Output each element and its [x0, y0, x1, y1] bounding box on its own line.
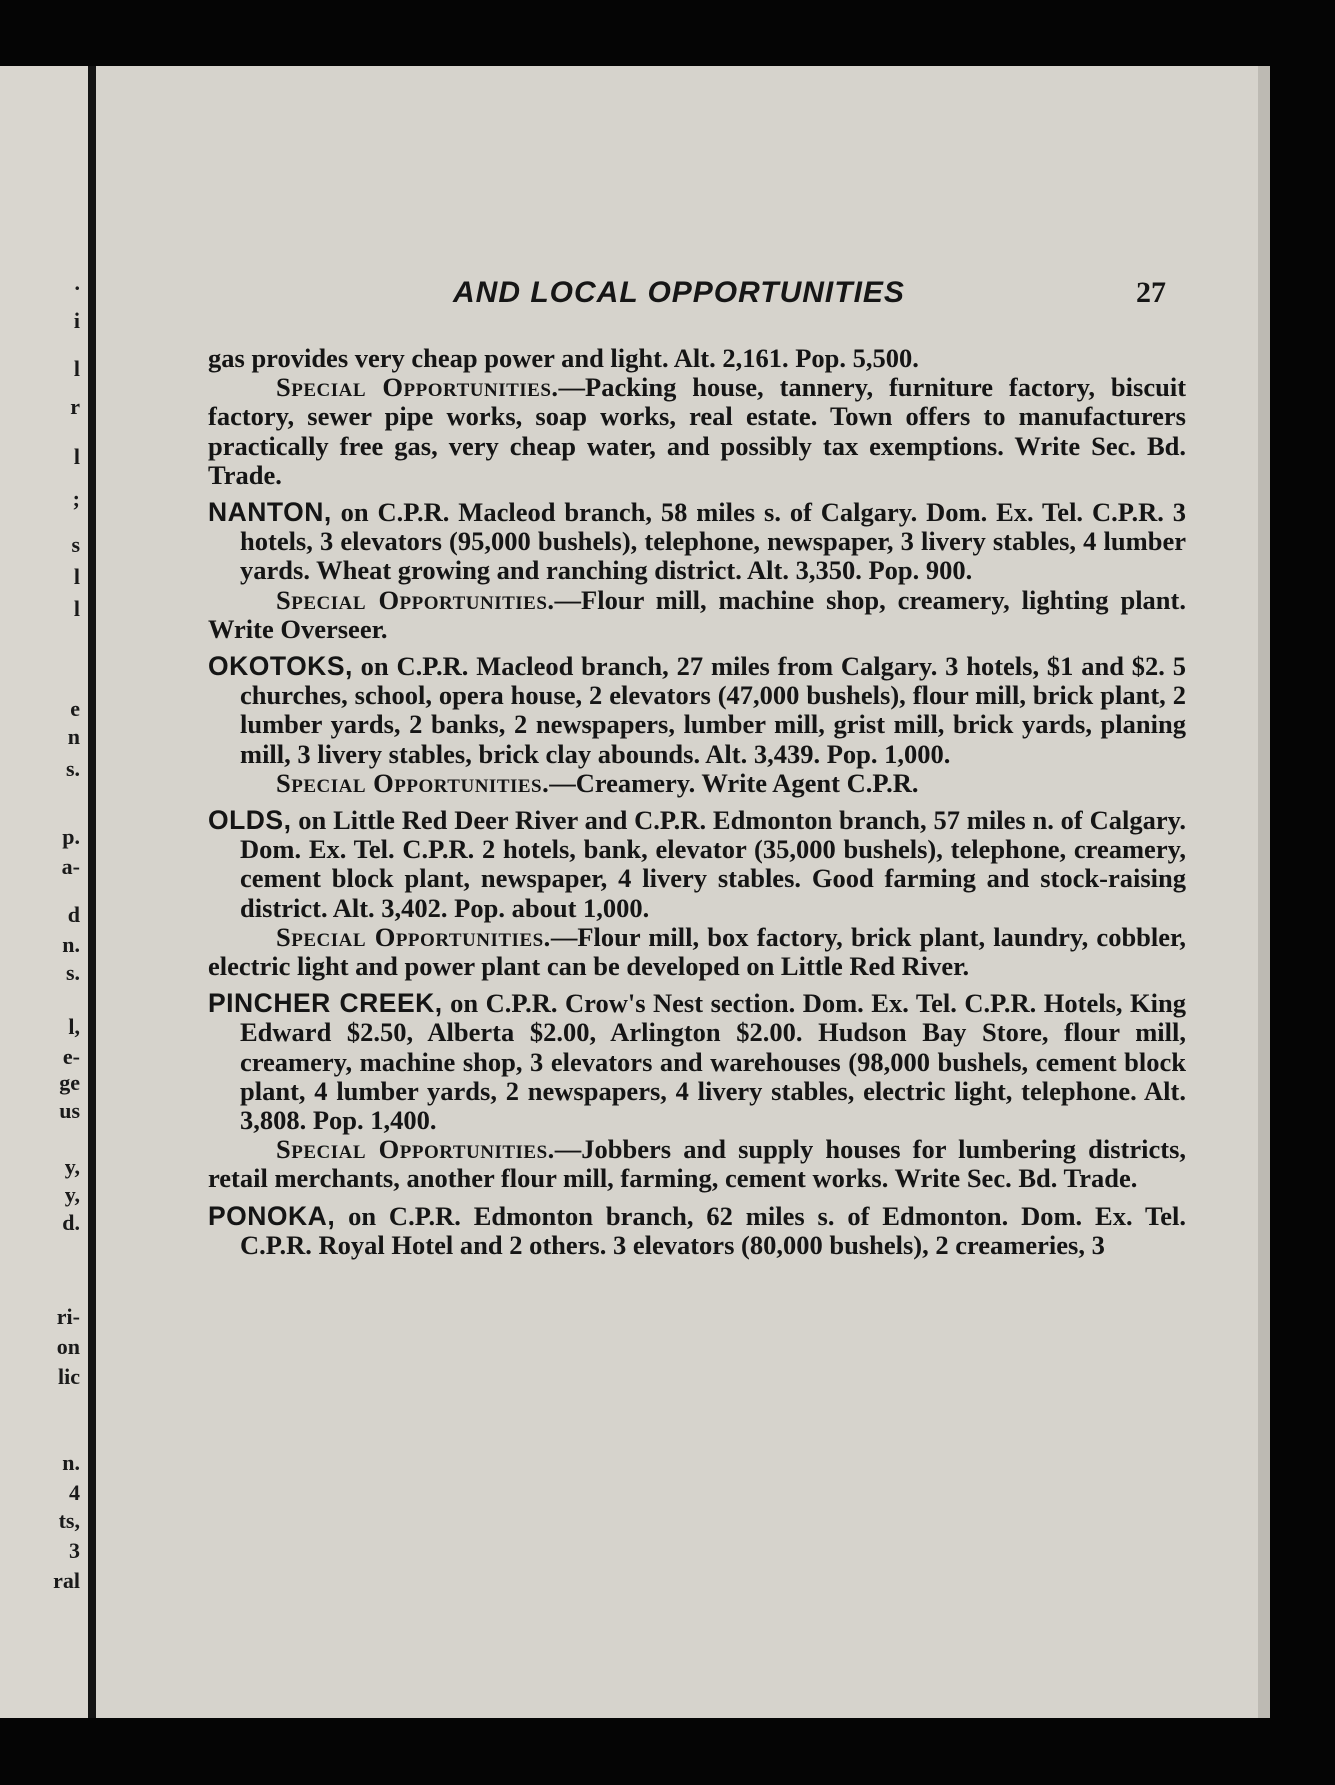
facing-page-fragment: l [73, 356, 80, 381]
special-opportunities-text: —Packing house, tannery, furniture factory, biscuit factory, sewer pipe works, soap works, real estate. Town offers to manufacturers practically free gas, very cheap water, and possibly tax exemptions. Write Sec. Bd. Trade. [208, 372, 1187, 490]
facing-page-fragment: on [56, 1334, 80, 1359]
special-opportunities-label: Special Opportunities. [276, 1134, 555, 1165]
facing-page-fragment: e- [62, 1044, 80, 1069]
special-opportunities-label: Special Opportunities. [276, 767, 550, 798]
facing-page-fragment: ts, [58, 1508, 80, 1533]
book-gutter [88, 66, 96, 1718]
town-name: OLDS, [208, 805, 292, 836]
facing-page-fragment: ri- [56, 1304, 80, 1329]
special-opportunities-paragraph [96, 923, 1186, 981]
town-description: on Little Red Deer River and C.P.R. Edmonton branch, 57 miles n. of Calgary. Dom. Ex. Tel. C.P.R. 2 hotels, bank, elevator (35,000 bushels), telephone, creamery, cement block plant, newspaper, 4 livery stables. Good farming and stock-raising district. Alt. 3,402. Pop. about 1,000. [240, 805, 1186, 923]
special-opportunities-paragraph [96, 1135, 1186, 1193]
facing-page-edge [0, 66, 88, 1718]
facing-page-fragment: p. [62, 824, 80, 849]
special-opportunities-label: Special Opportunities. [276, 921, 551, 952]
facing-page-fragment: i [73, 308, 80, 333]
special-opportunities-text: —Creamery. Write Agent C.P.R. [549, 767, 919, 798]
facing-page-fragment: s [71, 532, 80, 557]
town-description: on C.P.R. Crow's Nest section. Dom. Ex. Tel. C.P.R. Hotels, King Edward $2.50, Alberta $2.00, Arlington $2.00. Hudson Bay Store, flour mill, creamery, machine shop, 3 elevators and warehouses (98,000 bushels, cement block plant, 4 lumber yards, 2 newspapers, 4 livery stables, electric light, telephone. Alt. 3,808. Pop. 1,400. [240, 988, 1186, 1136]
town-entry-ponoka [96, 1202, 1186, 1260]
facing-page-fragment: n. [62, 1450, 80, 1475]
town-entry-nanton [96, 498, 1186, 586]
facing-page-fragment: e [70, 696, 80, 721]
facing-page-fragment: r [70, 394, 80, 419]
special-opportunities-label: Special Opportunities. [276, 584, 555, 615]
special-opportunities-label: Special Opportunities. [276, 372, 559, 403]
continued-paragraph: gas provides very cheap power and light. Alt. 2,161. Pop. 5,500. [208, 343, 919, 373]
book-page [96, 66, 1258, 1718]
facing-page-fragment: ge [59, 1070, 80, 1095]
town-name: OKOTOKS, [208, 651, 353, 682]
town-name: PONOKA, [208, 1200, 336, 1231]
special-opportunities-paragraph [96, 373, 1186, 490]
special-opportunities-paragraph [96, 586, 1186, 644]
page-body [96, 344, 1258, 1260]
facing-page-fragment: us [59, 1098, 80, 1123]
town-entry-olds [96, 806, 1186, 923]
special-opportunities-text: —Flour mill, machine shop, creamery, lighting plant. Write Overseer. [208, 584, 1186, 644]
facing-page-fragment: l [73, 444, 80, 469]
facing-page-fragment: n [67, 724, 80, 749]
facing-page-fragment: lic [58, 1364, 80, 1389]
town-name: NANTON, [208, 497, 332, 528]
facing-page-fragment: d [67, 902, 80, 927]
facing-page-fragment: . [74, 270, 80, 295]
facing-page-fragment: ; [72, 486, 80, 511]
facing-page-fragment: l [73, 564, 80, 589]
town-description: on C.P.R. Macleod branch, 27 miles from Calgary. 3 hotels, $1 and $2. 5 churches, school, opera house, 2 elevators (47,000 bushels), flour mill, brick plant, 2 lumber yards, 2 banks, 2 newspapers, lumber mill, grist mill, brick yards, planing mill, 3 livery stables, brick clay abounds. Alt. 3,439. Pop. 1,000. [240, 651, 1186, 769]
facing-page-fragment: d. [62, 1210, 80, 1235]
facing-page-fragment: l, [68, 1014, 80, 1039]
town-description: on C.P.R. Macleod branch, 58 miles s. of Calgary. Dom. Ex. Tel. C.P.R. 3 hotels, 3 elevators (95,000 bushels), telephone, newspaper, 3 livery stables, 4 lumber yards. Wheat growing and ranching district. Alt. 3,350. Pop. 900. [240, 497, 1186, 586]
special-opportunities-paragraph [96, 769, 1186, 798]
facing-page-fragment: l [73, 596, 80, 621]
facing-page-fragment: n. [62, 932, 80, 957]
facing-page-fragment: y, [64, 1154, 80, 1179]
page-edge [1258, 66, 1270, 1718]
town-entry-okotoks [96, 652, 1186, 769]
special-opportunities-text: —Jobbers and supply houses for lumbering districts, retail merchants, another flour mill, farming, cement works. Write Sec. Bd. Trade. [208, 1134, 1187, 1194]
facing-page-fragment: 3 [69, 1538, 80, 1563]
facing-page-fragment: a- [61, 854, 80, 879]
facing-page-fragment: s. [65, 960, 80, 985]
facing-page-fragment: 4 [69, 1480, 80, 1505]
town-name: PINCHER CREEK, [208, 988, 443, 1019]
facing-page-fragment: y, [64, 1182, 80, 1207]
facing-page-fragment: s. [65, 756, 80, 781]
special-opportunities-text: —Flour mill, box factory, brick plant, laundry, cobbler, electric light and power plant can be developed on Little Red River. [208, 921, 1186, 982]
page-number: 27 [1136, 276, 1166, 309]
town-description: on C.P.R. Edmonton branch, 62 miles s. of Edmonton. Dom. Ex. Tel. C.P.R. Royal Hotel and 2 others. 3 elevators (80,000 bushels), 2 creameries, 3 [240, 1200, 1186, 1260]
running-head: AND LOCAL OPPORTUNITIES [453, 276, 905, 309]
town-entry-pincher-creek [96, 989, 1186, 1135]
facing-page-fragment: ral [53, 1568, 80, 1593]
